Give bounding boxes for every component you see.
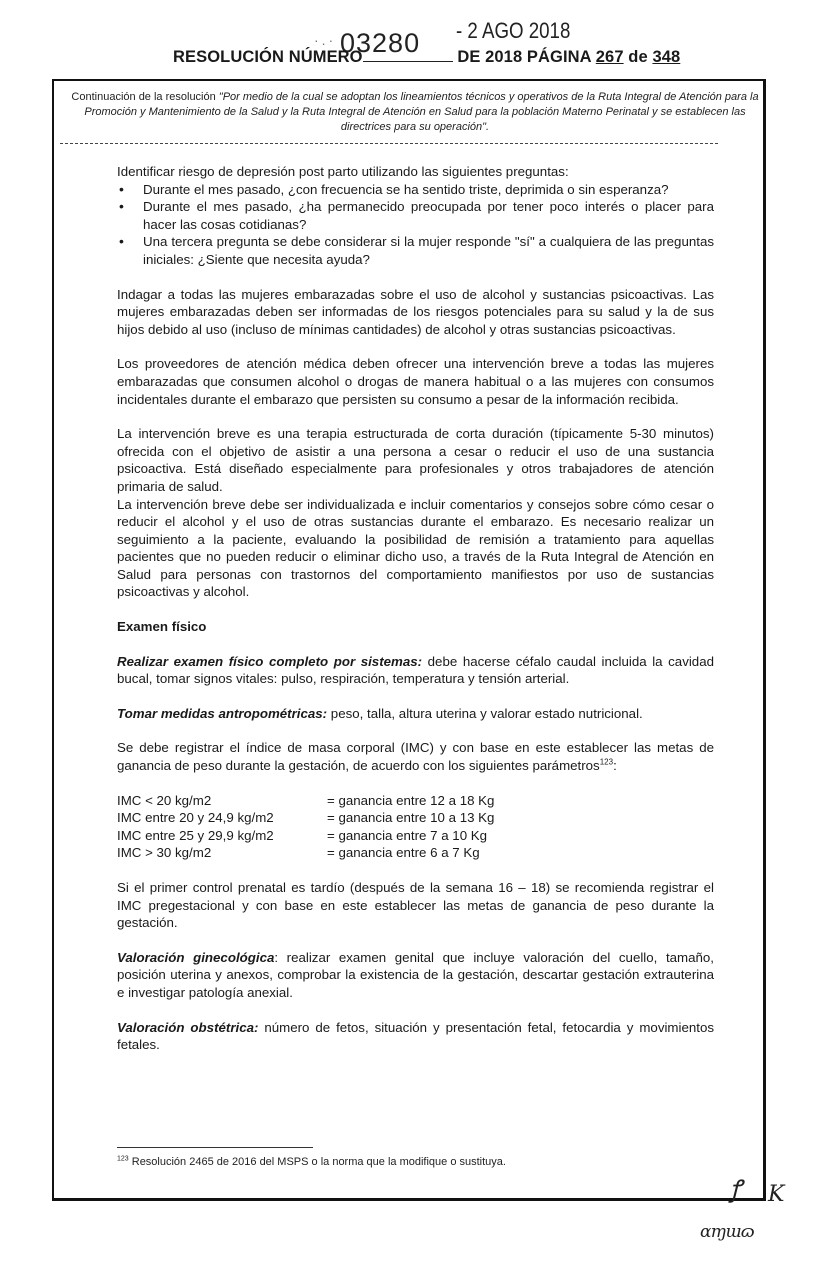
imc-intro-text: Se debe registrar el índice de masa corporal (IMC) y con base en este establecer las metas de ganancia de peso durante la gestación, de acuerdo con los siguientes parámetros [117, 740, 714, 774]
brief-intervention-paragraph-1: La intervención breve es una terapia estructurada de corta duración (típicamente 5-30 minutos) ofrecida con el objetivo de asistir a una persona a cesar o reducir el uso de una sustancia psicoactiva. Está diseñado especialmente para profesionales y otros trabajadores de atención primaria de salud. [117, 426, 714, 494]
continuation-note [70, 90, 760, 135]
table-row [117, 809, 714, 827]
section-heading-physical-exam: Examen físico [117, 619, 207, 635]
obstetric-paragraph [117, 1019, 714, 1054]
imc-range: IMC entre 20 y 24,9 kg/m2 [117, 810, 274, 826]
footnote-text: Resolución 2465 de 2016 del MSPS o la norma que la modifique o sustituya. [128, 1156, 506, 1168]
imc-gain: = ganancia entre 6 a 7 Kg [327, 845, 480, 861]
imc-intro-paragraph [117, 739, 714, 774]
footnote-divider [117, 1147, 313, 1148]
imc-gain: = ganancia entre 10 a 13 Kg [327, 810, 495, 826]
gynecological-lead: Valoración ginecológica [117, 949, 275, 965]
page-header [173, 48, 680, 67]
resolution-number-blank [363, 49, 453, 62]
table-row [117, 844, 714, 862]
imc-gain: = ganancia entre 7 a 10 Kg [327, 827, 488, 843]
alcohol-paragraph: Indagar a todas las mujeres embarazadas sobre el uso de alcohol y sustancias psicoactivas. Las mujeres embarazadas deben ser informadas de los riesgos potenciales para su salud y la de sus hijos debido al uso (incluso de mínimas cantidades) de alcohol y otras sustancias psicoactivas. [117, 286, 714, 337]
brief-intervention-paragraph-2: La intervención breve debe ser individualizada e incluir comentarios y consejos sobre cómo cesar o reducir el alcohol y el uso de otras sustancias durante el embarazo. Es necesario realizar un seguimiento a la paciente, evaluando la posibilidad de remisión a tratamiento para aquellas pacientes que no pueden reducir o eliminar dicho uso, a través de la Ruta Integral de Atención en Salud para personas con trastornos del comportamiento manifiestos por uso de sustancias psicoactivas y alcohol. [117, 496, 714, 600]
list-item: • Durante el mes pasado, ¿ha permanecido preocupada por tener poco interés o placer para hacer las cosas cotidianas? [117, 198, 714, 233]
table-row [117, 827, 714, 845]
depression-questions-list [117, 181, 714, 269]
gynecological-text: : realizar examen genital que incluye valoración del cuello, tamaño, posición uterina y anexos, comprobar la existencia de la gestación, descartar gestación extrauterina e investigar patología anexial. [117, 949, 714, 1000]
stamp-number: 03280 [340, 28, 421, 58]
handwritten-initial-icon: ꝭ [730, 1175, 742, 1203]
list-item: • Durante el mes pasado, ¿con frecuencia se ha sentido triste, deprimida o sin esperanza? [117, 181, 714, 199]
footnote-number: 123 [117, 1155, 129, 1163]
full-exam-text: debe hacerse céfalo caudal incluida la cavidad bucal, tomar signos vitales: pulso, respiración, temperatura y tensión arterial. [117, 653, 714, 687]
stamp-date: - 2 AGO 2018 [456, 18, 571, 43]
footnote-ref: 123 [599, 757, 614, 767]
anthropometric-lead: Tomar medidas antropométricas: [117, 705, 328, 721]
late-control-paragraph: Si el primer control prenatal es tardío (después de la semana 16 – 18) se recomienda registrar el IMC pregestacional y con base en este establecer las metas de ganancia de peso durante la gestación. [117, 880, 714, 931]
footnote [117, 1156, 506, 1168]
header-title-prefix: RESOLUCIÓN NÚMERO [173, 48, 363, 66]
full-exam-lead: Realizar examen físico completo por sistemas: [117, 653, 423, 669]
imc-range: IMC entre 25 y 29,9 kg/m2 [117, 827, 274, 843]
imc-gain: = ganancia entre 12 a 18 Kg [327, 792, 495, 808]
gynecological-paragraph [117, 949, 714, 1002]
page-total: 348 [652, 48, 681, 66]
imc-range: IMC < 20 kg/m2 [117, 792, 212, 808]
obstetric-text: número de fetos, situación y presentación fetal, fetocardia y movimientos fetales. [117, 1019, 714, 1053]
obstetric-lead: Valoración obstétrica: [117, 1019, 259, 1035]
imc-range: IMC > 30 kg/m2 [117, 845, 212, 861]
handwritten-signature-icon: ɑɱɯɷ [700, 1222, 754, 1242]
depression-intro: Identificar riesgo de depresión post parto utilizando las siguientes preguntas: [117, 164, 569, 179]
page-sep: de [628, 48, 648, 66]
header-title-year: DE 2018 PÁGINA [457, 48, 592, 66]
imc-table [117, 792, 714, 862]
imc-intro-end: : [613, 758, 617, 774]
document-body [117, 163, 714, 1071]
handwritten-initial-icon: K [768, 1182, 785, 1207]
list-item: • Una tercera pregunta se debe considerar si la mujer responde "sí" a cualquiera de las preguntas iniciales: ¿Siente que necesita ayuda? [117, 233, 714, 268]
continuation-prefix: Continuación de la resolución [71, 91, 219, 103]
page-current: 267 [595, 48, 624, 66]
dashed-divider [60, 143, 718, 144]
full-exam-paragraph [117, 653, 714, 688]
anthropometric-paragraph [117, 705, 714, 723]
continuation-quote: "Por medio de la cual se adoptan los lineamientos técnicos y operativos de la Ruta Integral de Atención para la Promoción y Mantenimiento de la Salud y la Ruta Integral de Atención en Salud para la población Materno Perinatal y se establecen las directrices para su operación". [84, 91, 759, 133]
table-row [117, 792, 714, 810]
stamp-artifacts: ·.· [314, 32, 337, 48]
anthropometric-text: peso, talla, altura uterina y valorar estado nutricional. [327, 705, 643, 721]
providers-paragraph: Los proveedores de atención médica deben ofrecer una intervención breve a todas las mujeres embarazadas que consumen alcohol o drogas de manera habitual o a las mujeres con consumos incidentales durante el embarazo que persisten su consumo a pesar de la información recibida. [117, 356, 714, 407]
